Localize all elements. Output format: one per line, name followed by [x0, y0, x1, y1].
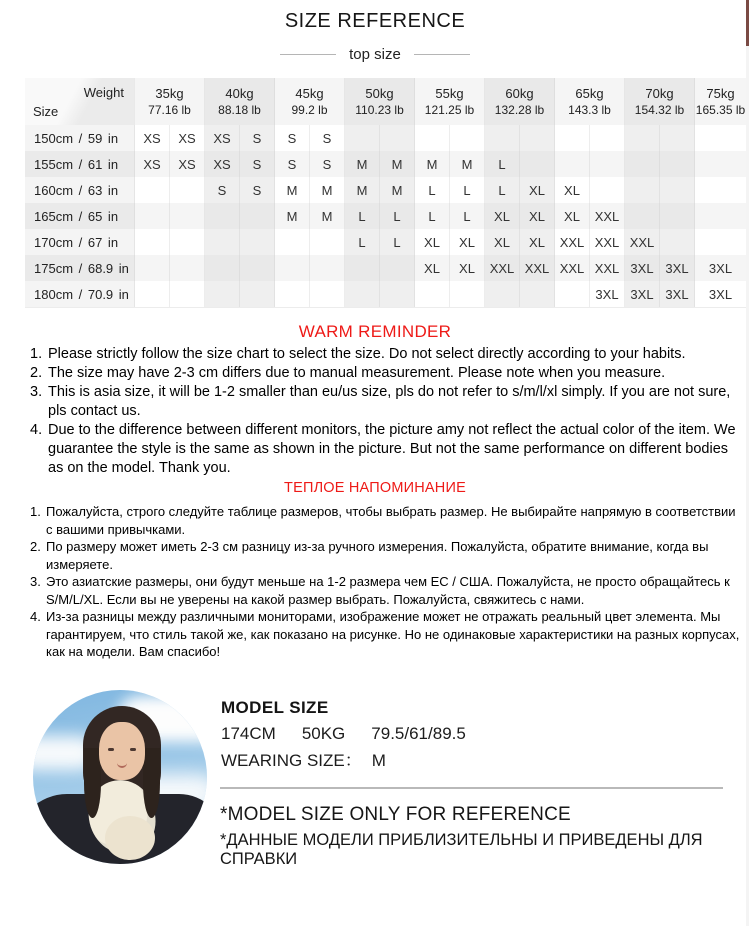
table-row — [25, 281, 747, 307]
scrollbar-thumb[interactable] — [746, 0, 749, 46]
size-cell: XL — [555, 177, 590, 203]
size-cell: 3XL — [660, 255, 695, 281]
subtitle-left-dash — [280, 54, 336, 55]
size-cell — [660, 203, 695, 229]
weight-column-header — [415, 78, 485, 125]
size-cell: L — [450, 203, 485, 229]
warm-reminder-list — [30, 345, 746, 478]
russian-reminder-item — [30, 573, 744, 608]
size-cell — [275, 281, 310, 307]
size-cell: L — [380, 203, 415, 229]
height-label: 175cm / 68.9 in — [25, 255, 135, 281]
size-cell — [555, 281, 590, 307]
weight-lb: 154.32 lb — [634, 103, 685, 117]
size-cell — [660, 229, 695, 255]
size-cell — [310, 229, 345, 255]
size-cell — [450, 281, 485, 307]
weight-kg: 65kg — [575, 86, 604, 101]
model-hair-strand — [143, 748, 160, 818]
size-cell — [275, 229, 310, 255]
russian-reminder-item — [30, 538, 744, 573]
size-cell: 3XL — [695, 255, 747, 281]
size-cell: XXL — [485, 255, 520, 281]
size-cell — [345, 255, 380, 281]
size-cell — [135, 229, 170, 255]
size-cell: S — [240, 125, 275, 151]
size-cell: S — [310, 151, 345, 177]
model-size-section — [0, 690, 750, 890]
size-cell: 3XL — [660, 281, 695, 307]
model-mouth — [117, 763, 127, 768]
weight-lb: 88.18 lb — [218, 103, 261, 117]
table-row — [25, 229, 747, 255]
size-cell: L — [345, 229, 380, 255]
weight-column-header — [135, 78, 205, 125]
size-cell — [415, 125, 450, 151]
size-cell: XXL — [590, 203, 625, 229]
divider-line — [220, 787, 723, 789]
weight-lb: 121.25 lb — [424, 103, 475, 117]
model-eye — [130, 748, 136, 751]
size-cell: XXL — [590, 255, 625, 281]
size-cell: L — [345, 203, 380, 229]
model-face — [99, 722, 145, 780]
size-cell: S — [240, 151, 275, 177]
table-corner-cell — [25, 78, 135, 125]
subtitle-text: top size — [349, 46, 401, 63]
size-cell: 3XL — [625, 255, 660, 281]
size-cell: XS — [135, 125, 170, 151]
size-cell: L — [485, 177, 520, 203]
size-cell — [240, 203, 275, 229]
size-cell: XL — [520, 229, 555, 255]
height-label: 155cm / 61 in — [25, 151, 135, 177]
size-cell — [660, 177, 695, 203]
size-cell: S — [205, 177, 240, 203]
size-cell: M — [450, 151, 485, 177]
scrollbar-track — [746, 0, 749, 926]
warm-reminder-number: 1. — [30, 346, 43, 362]
size-cell — [625, 177, 660, 203]
size-cell — [520, 281, 555, 307]
size-cell — [345, 125, 380, 151]
size-cell — [380, 125, 415, 151]
size-cell — [380, 255, 415, 281]
size-cell: XL — [520, 203, 555, 229]
size-cell — [555, 125, 590, 151]
wearing-size — [221, 746, 386, 771]
size-cell — [520, 125, 555, 151]
table-row — [25, 203, 747, 229]
weight-column-header — [555, 78, 625, 125]
size-cell: XL — [555, 203, 590, 229]
size-cell — [205, 229, 240, 255]
size-cell: L — [415, 203, 450, 229]
size-cell: M — [275, 203, 310, 229]
corner-size-label: Size — [33, 104, 59, 119]
wearing-size-value: M — [371, 751, 386, 770]
size-cell — [240, 255, 275, 281]
size-cell — [135, 281, 170, 307]
russian-reminder-item — [30, 503, 744, 538]
warm-reminder-item — [30, 364, 746, 383]
size-cell: XS — [135, 151, 170, 177]
size-cell: XL — [415, 229, 450, 255]
table-row — [25, 125, 747, 151]
table-header-row — [25, 78, 747, 125]
table-row — [25, 151, 747, 177]
table-row — [25, 255, 747, 281]
size-cell — [555, 151, 590, 177]
size-cell — [170, 203, 205, 229]
size-cell: M — [345, 177, 380, 203]
size-cell — [695, 177, 747, 203]
size-cell — [695, 151, 747, 177]
model-photo — [33, 690, 207, 864]
russian-reminder-title: ТЕПЛОЕ НАПОМИНАНИЕ — [284, 480, 466, 496]
russian-reminder-text: По размеру может иметь 2-3 см разницу из-за ручного измерения. Пожалуйста, обратите внимание, когда вы измеряете. — [46, 539, 709, 572]
subtitle — [0, 46, 750, 63]
size-cell — [135, 177, 170, 203]
size-cell: XS — [170, 151, 205, 177]
size-cell: XS — [170, 125, 205, 151]
size-cell — [170, 177, 205, 203]
size-cell: XXL — [555, 255, 590, 281]
size-cell — [170, 255, 205, 281]
warm-reminder-item — [30, 345, 746, 364]
size-cell: XS — [205, 151, 240, 177]
weight-kg: 45kg — [295, 86, 324, 101]
warm-reminder-text: Due to the difference between different monitors, the picture amy not reflect the actual color of the item. We guarantee the style is the same as shown in the picture. But not the same performance on different bodies as on the model. Thank you. — [48, 422, 736, 476]
size-cell — [380, 281, 415, 307]
reference-note-en: *MODEL SIZE ONLY FOR REFERENCE — [220, 804, 571, 825]
size-cell — [695, 203, 747, 229]
size-cell: L — [450, 177, 485, 203]
size-cell: M — [345, 151, 380, 177]
size-cell: XL — [485, 203, 520, 229]
size-cell: XXL — [590, 229, 625, 255]
size-cell: XXL — [555, 229, 590, 255]
warm-reminder-text: This is asia size, it will be 1-2 smaller than eu/us size, pls do not refer to s/m/l/xl simply. If you are not sure, pls contact us. — [48, 384, 731, 419]
size-cell — [240, 281, 275, 307]
model-stat: 50KG — [301, 724, 346, 743]
warm-reminder-number: 2. — [30, 365, 43, 381]
size-cell — [415, 281, 450, 307]
warm-reminder-number: 3. — [30, 384, 43, 400]
weight-column-header — [345, 78, 415, 125]
size-cell: 3XL — [695, 281, 747, 307]
size-cell — [590, 125, 625, 151]
size-cell — [275, 255, 310, 281]
size-cell: S — [310, 125, 345, 151]
size-cell: XL — [450, 255, 485, 281]
size-cell: XXL — [520, 255, 555, 281]
size-cell: L — [485, 151, 520, 177]
size-cell — [695, 229, 747, 255]
weight-kg: 75kg — [706, 86, 735, 101]
weight-kg: 50kg — [365, 86, 394, 101]
weight-column-header — [485, 78, 555, 125]
size-cell: M — [380, 177, 415, 203]
weight-lb: 99.2 lb — [291, 103, 328, 117]
size-cell — [660, 125, 695, 151]
size-cell: 3XL — [625, 281, 660, 307]
weight-lb: 132.28 lb — [494, 103, 545, 117]
russian-reminder-item — [30, 608, 744, 661]
warm-reminder-text: Please strictly follow the size chart to select the size. Do not select directly according to your habits. — [48, 346, 686, 362]
weight-lb: 165.35 lb — [695, 103, 746, 117]
height-label: 165cm / 65 in — [25, 203, 135, 229]
size-cell — [625, 125, 660, 151]
russian-reminder-text: Это азиатские размеры, они будут меньше на 1-2 размера чем ЕС / США. Пожалуйста, не просто обращайтесь к S/M/L/XL. Если вы не уверены на какой размер выбрать. Пожалуйста, свяжитесь с нами. — [46, 574, 730, 607]
weight-lb: 77.16 lb — [148, 103, 191, 117]
size-cell: XL — [450, 229, 485, 255]
size-cell — [590, 177, 625, 203]
size-cell: S — [240, 177, 275, 203]
warm-reminder-number: 4. — [30, 422, 43, 438]
size-cell — [240, 229, 275, 255]
russian-reminder-number: 3. — [30, 574, 41, 589]
height-label: 180cm / 70.9 in — [25, 281, 135, 307]
model-eye — [108, 748, 114, 751]
size-cell — [660, 151, 695, 177]
weight-kg: 35kg — [155, 86, 184, 101]
size-cell — [520, 151, 555, 177]
size-cell — [485, 125, 520, 151]
model-stat: 79.5/61/89.5 — [371, 724, 466, 743]
size-cell: L — [380, 229, 415, 255]
size-cell — [135, 255, 170, 281]
russian-reminder-number: 1. — [30, 504, 41, 519]
warm-reminder-title: WARM REMINDER — [298, 322, 452, 341]
size-cell — [625, 203, 660, 229]
size-cell: L — [415, 177, 450, 203]
warm-reminder-item — [30, 421, 746, 478]
size-cell — [345, 281, 380, 307]
size-cell: M — [380, 151, 415, 177]
warm-reminder-item — [30, 383, 746, 421]
weight-column-header — [695, 78, 747, 125]
size-cell — [485, 281, 520, 307]
size-cell: XL — [415, 255, 450, 281]
size-cell: XL — [485, 229, 520, 255]
size-cell — [135, 203, 170, 229]
model-size-title: MODEL SIZE — [221, 698, 329, 717]
height-label: 170cm / 67 in — [25, 229, 135, 255]
weight-kg: 40kg — [225, 86, 254, 101]
size-cell — [310, 255, 345, 281]
size-cell: XL — [520, 177, 555, 203]
size-cell: M — [310, 177, 345, 203]
size-cell — [205, 203, 240, 229]
page-title: SIZE REFERENCE — [284, 10, 466, 32]
warm-reminder-text: The size may have 2-3 cm differs due to manual measurement. Please note when you measure. — [48, 365, 666, 381]
subtitle-right-dash — [414, 54, 470, 55]
weight-lb: 110.23 lb — [355, 103, 404, 117]
russian-reminder-text: Из-за разницы между различными мониторами, изображение может не отражать реальный цвет элемента. Мы гарантируем, что стиль такой же, как показано на рисунке. Но не одинаковые характеристики на разных корпусах, как на модели. Вам спасибо! — [46, 609, 740, 659]
reference-note-ru: *ДАННЫЕ МОДЕЛИ ПРИБЛИЗИТЕЛЬНЫ И ПРИВЕДЕНЫ ДЛЯ СПРАВКИ — [220, 831, 703, 868]
weight-column-header — [275, 78, 345, 125]
size-cell: M — [415, 151, 450, 177]
size-cell: 3XL — [590, 281, 625, 307]
russian-reminder-text: Пожалуйста, строго следуйте таблице размеров, чтобы выбрать размер. Не выбирайте напрямую в соответствии с вашими привычками. — [46, 504, 736, 537]
weight-lb: 143.3 lb — [568, 103, 611, 117]
weight-column-header — [205, 78, 275, 125]
size-cell — [170, 229, 205, 255]
size-cell — [695, 125, 747, 151]
size-cell — [450, 125, 485, 151]
model-stat: 174CM — [221, 724, 276, 743]
size-cell: S — [275, 151, 310, 177]
size-cell — [310, 281, 345, 307]
height-label: 150cm / 59 in — [25, 125, 135, 151]
table-row — [25, 177, 747, 203]
weight-kg: 55kg — [435, 86, 464, 101]
size-cell: M — [275, 177, 310, 203]
russian-reminder-number: 4. — [30, 609, 41, 624]
size-table — [25, 78, 747, 308]
size-cell — [205, 281, 240, 307]
russian-reminder-list — [30, 503, 744, 661]
weight-column-header — [625, 78, 695, 125]
weight-kg: 70kg — [645, 86, 674, 101]
size-cell: XS — [205, 125, 240, 151]
weight-kg: 60kg — [505, 86, 534, 101]
corner-weight-label: Weight — [83, 85, 124, 100]
size-cell: XXL — [625, 229, 660, 255]
size-cell — [625, 151, 660, 177]
model-measurements — [221, 724, 466, 744]
size-cell: M — [310, 203, 345, 229]
table-bottom-border — [25, 307, 747, 308]
wearing-size-label: WEARING SIZE： — [221, 751, 362, 770]
height-label: 160cm / 63 in — [25, 177, 135, 203]
model-scarf — [105, 816, 155, 860]
russian-reminder-number: 2. — [30, 539, 41, 554]
size-cell: S — [275, 125, 310, 151]
size-cell — [170, 281, 205, 307]
size-cell — [205, 255, 240, 281]
size-cell — [590, 151, 625, 177]
